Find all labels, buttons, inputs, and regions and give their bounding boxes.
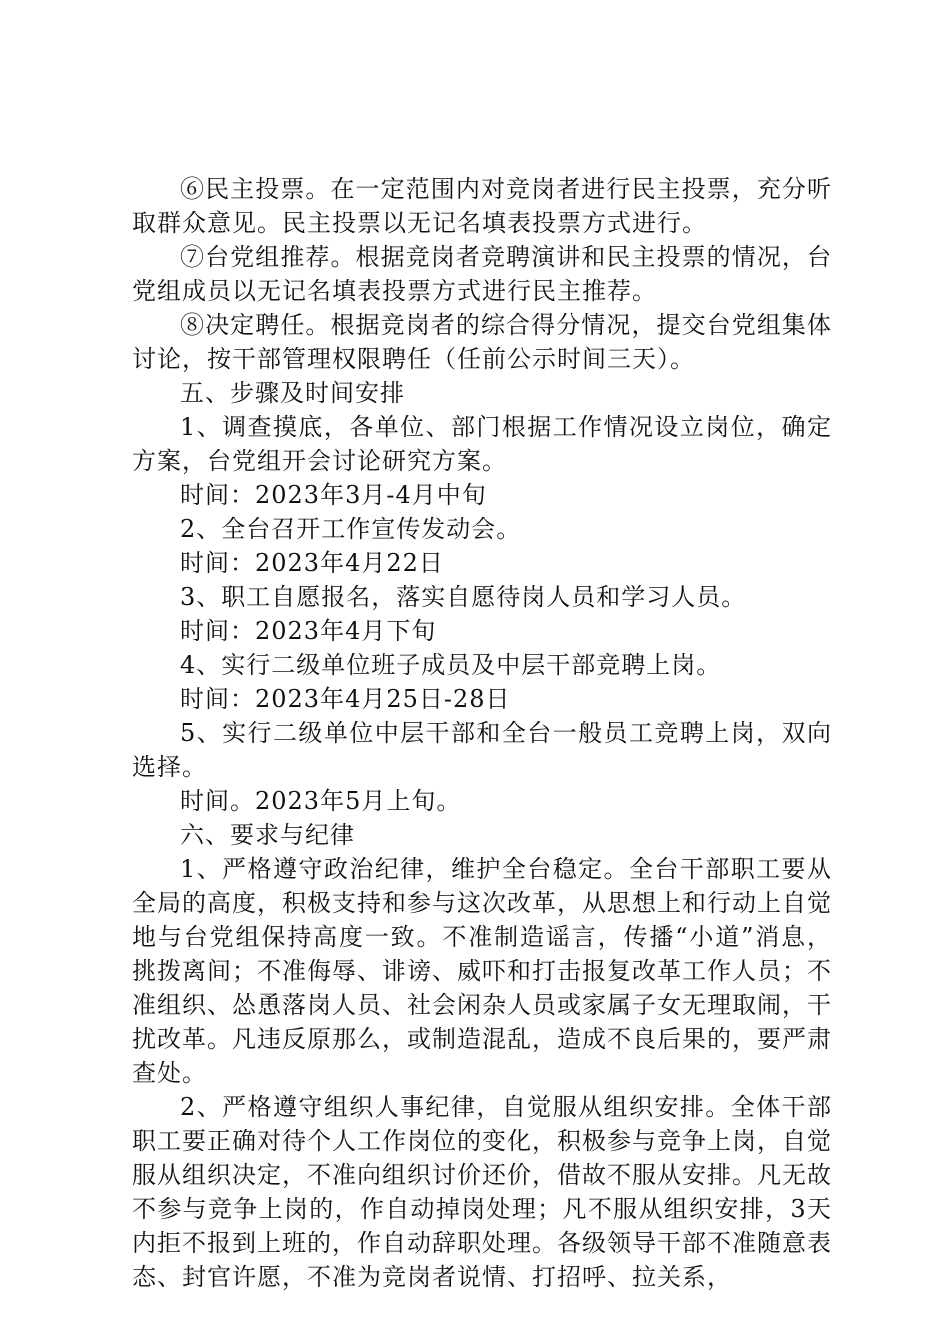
section-heading-steps: 五、步骤及时间安排 bbox=[180, 379, 405, 407]
step-5-time: 时间。2023年5月上旬。 bbox=[180, 787, 462, 815]
step-5: 5、实行二级单位中层干部和全台一般员工竞聘上岗，双向选择。 bbox=[132, 719, 832, 781]
discipline-2: 2、严格遵守组织人事纪律，自觉服从组织安排。全体干部职工要正确对待个人工作岗位的变化，积极参与竞争上岗，自觉服从组织决定，不准向组织讨价还价，借故不服从安排。凡无故不参与竞争上岗的，作自动掉岗处理；凡不服从组织安排，3天内拒不报到上班的，作自动辞职处理。各级领导干部不准随意表态、封官许愿，不准为竞岗者说情、打招呼、拉关系， bbox=[132, 1093, 832, 1291]
document-body bbox=[132, 172, 832, 1294]
paragraph-voting: ⑥民主投票。在一定范围内对竞岗者进行民主投票，充分听取群众意见。民主投票以无记名填表投票方式进行。 bbox=[132, 175, 832, 237]
step-2-time: 时间：2023年4月22日 bbox=[180, 549, 444, 577]
step-1-time: 时间：2023年3月-4月中旬 bbox=[180, 481, 487, 509]
paragraph-party-recommendation: ⑦台党组推荐。根据竞岗者竞聘演讲和民主投票的情况，台党组成员以无记名填表投票方式进行民主推荐。 bbox=[132, 243, 832, 305]
paragraph-appointment: ⑧决定聘任。根据竞岗者的综合得分情况，提交台党组集体讨论，按干部管理权限聘任（任前公示时间三天）。 bbox=[132, 311, 832, 373]
step-4: 4、实行二级单位班子成员及中层干部竞聘上岗。 bbox=[180, 651, 722, 679]
section-heading-discipline: 六、要求与纪律 bbox=[180, 821, 355, 849]
step-3: 3、职工自愿报名，落实自愿待岗人员和学习人员。 bbox=[180, 583, 747, 611]
step-2: 2、全台召开工作宣传发动会。 bbox=[180, 515, 522, 543]
step-1: 1、调查摸底，各单位、部门根据工作情况设立岗位，确定方案，台党组开会讨论研究方案。 bbox=[132, 413, 832, 475]
discipline-1: 1、严格遵守政治纪律，维护全台稳定。全台干部职工要从全局的高度，积极支持和参与这次改革，从思想上和行动上自觉地与台党组保持高度一致。不准制造谣言，传播“小道”消息，挑拨离间；不准侮辱、诽谤、威吓和打击报复改革工作人员；不准组织、怂恿落岗人员、社会闲杂人员或家属子女无理取闹，干扰改革。凡违反原那么，或制造混乱，造成不良后果的，要严肃查处。 bbox=[132, 855, 832, 1087]
step-4-time: 时间：2023年4月25日-28日 bbox=[180, 685, 511, 713]
step-3-time: 时间：2023年4月下旬 bbox=[180, 617, 437, 645]
